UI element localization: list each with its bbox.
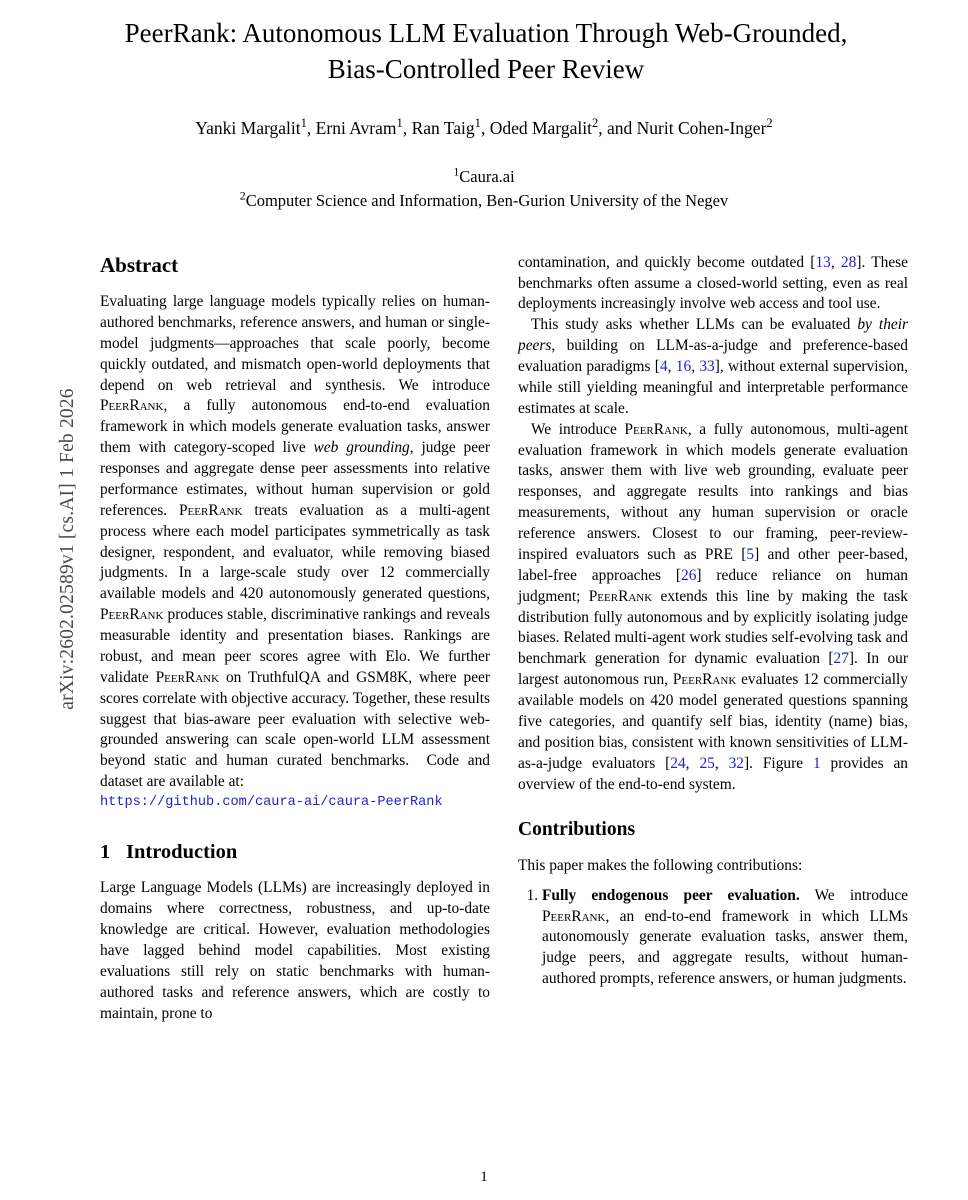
citation-24[interactable]: 24 [670,754,686,772]
intro-paragraph-1: Large Language Models (LLMs) are increasingly deployed in domains where correctness, robustness, and up-to-date knowledge are critical. However, evaluation methodologies have lagged behind model capabilities. Most existing evaluations still rely on static benchmarks with human-authored tasks and reference answers, which are costly to maintain, prone to [100,879,490,1022]
citation-16[interactable]: 16 [675,358,692,376]
section-title: Introduction [126,840,238,863]
abstract-body [100,292,490,812]
abstract-paragraph: Evaluating large language models typically relies on human-authored benchmarks, reference answers, and human or single-model judgments—approaches that scale poorly, become quickly outdated, and mismatch open-world deployments that depend on web retrieval and synthesis. We introduce PeerRank, a fully autonomous end-to-end evaluation framework in which models generate evaluation tasks, answer them with category-scoped live web grounding, judge peer responses and aggregate dense peer assessments into relative performance estimates, without human supervision or gold references. PeerRank treats evaluation as a multi-agent process where each model participates symmetrically as task designer, respondent, and evaluator, while removing biased judgments. In a large-scale study over 12 commercially available models and 420 autonomously generated questions, PeerRank produces stable, discriminative rankings and reveals measurable identity and presentation biases. Rankings are robust, and mean peer scores agree with Elo. We further validate PeerRank on TruthfulQA and GSM8K, where peer scores correlate with objective accuracy. Together, these results suggest that bias-aware peer evaluation with selective web-grounded answering can scale open-world LLM assessment beyond static and human curated benchmarks. Code and dataset are available at: [100,293,491,791]
contributions-heading: Contributions [518,819,636,841]
list-item: 1. Fully endogenous peer evaluation. We introduce PeerRank, an end-to-end framework in which LLMs autonomously generate evaluation tasks, answer them, judge peers, and aggregate results, without human-authored prompts, reference answers, or human judgments. [542,886,908,990]
citation-27[interactable]: 27 [833,650,849,668]
page-title: PeerRank: Autonomous LLM Evaluation Through Web-Grounded, Bias-Controlled Peer Review [124,18,848,84]
section-number: 1 [100,840,111,863]
contribution-item-title: Fully endogenous peer evaluation. [542,886,800,904]
arxiv-stamp: arXiv:2602.02589v1 [cs.AI] 1 Feb 2026 [57,388,78,710]
citation-13[interactable]: 13 [815,253,831,271]
citation-33[interactable]: 33 [699,358,715,376]
citation-4[interactable]: 4 [659,358,668,376]
contributions-list [518,886,908,990]
two-column-body [56,251,912,1025]
intro-paragraph-1-cont: contamination, and quickly become outdated [13, 28]. These benchmarks often assume a closed-world setting, even as real deployments increasingly involve web access and tool use. [518,253,908,313]
figure-1-reference[interactable]: 1 [812,754,821,772]
abstract-heading: Abstract [100,252,179,277]
intro-paragraph-2: This study asks whether LLMs can be evaluated by their peers, building on LLM-as-a-judge and preference-based evaluation paradigms [4, 16, 33], without external supervision, while still yielding meaningful and interpretable performance estimates at scale. [518,316,908,417]
intro-paragraph-3: We introduce PeerRank, a fully autonomous, multi-agent evaluation framework in which models generate evaluation tasks, answer them with live web grounding, evaluate peer responses, and aggregate results into rankings and bias measurements, without any human supervision or oracle reference answers. Closest to our framing, peer-review-inspired evaluators such as PRE [5] and other peer-based, label-free approaches [26] reduce reliance on human judgment; PeerRank extends this line by making the task distribution fully autonomous and by explicitly isolating judge biases. Related multi-agent work studies self-evolving task and benchmark generation for dynamic evaluation [27]. In our largest autonomous run, PeerRank evaluates 12 commercially available models on 420 model generated questions spanning five categories, and quantify self bias, identity (name) bias, and position bias, consistent with known sensitivities of LLM-as-a-judge evaluators [24, 25, 32]. Figure 1 provides an overview of the end-to-end system. [518,420,909,793]
page-number: 1 [480,1169,488,1185]
citation-26[interactable]: 26 [681,566,697,584]
citation-25[interactable]: 25 [699,754,715,772]
affiliation-list: $^1$Caura.ai $^2$Computer Science and Information, Ben-Gurion University of the Negev [239,164,729,210]
citation-32[interactable]: 32 [728,754,744,772]
contributions-intro: This paper makes the following contributions: [518,856,803,874]
citation-28[interactable]: 28 [840,253,857,271]
author-list: Yanki Margalit$^1$, Erni Avram$^1$, Ran Taig$^1$, Oded Margalit$^2$, and Nurit Cohen-Inger$^2$ [195,115,773,138]
section-heading-introduction [100,839,490,867]
code-repository-link[interactable]: https://github.com/caura-ai/caura-PeerRank [100,795,443,811]
right-column [518,251,908,1025]
left-column [100,251,490,1025]
citation-5[interactable]: 5 [746,545,755,563]
